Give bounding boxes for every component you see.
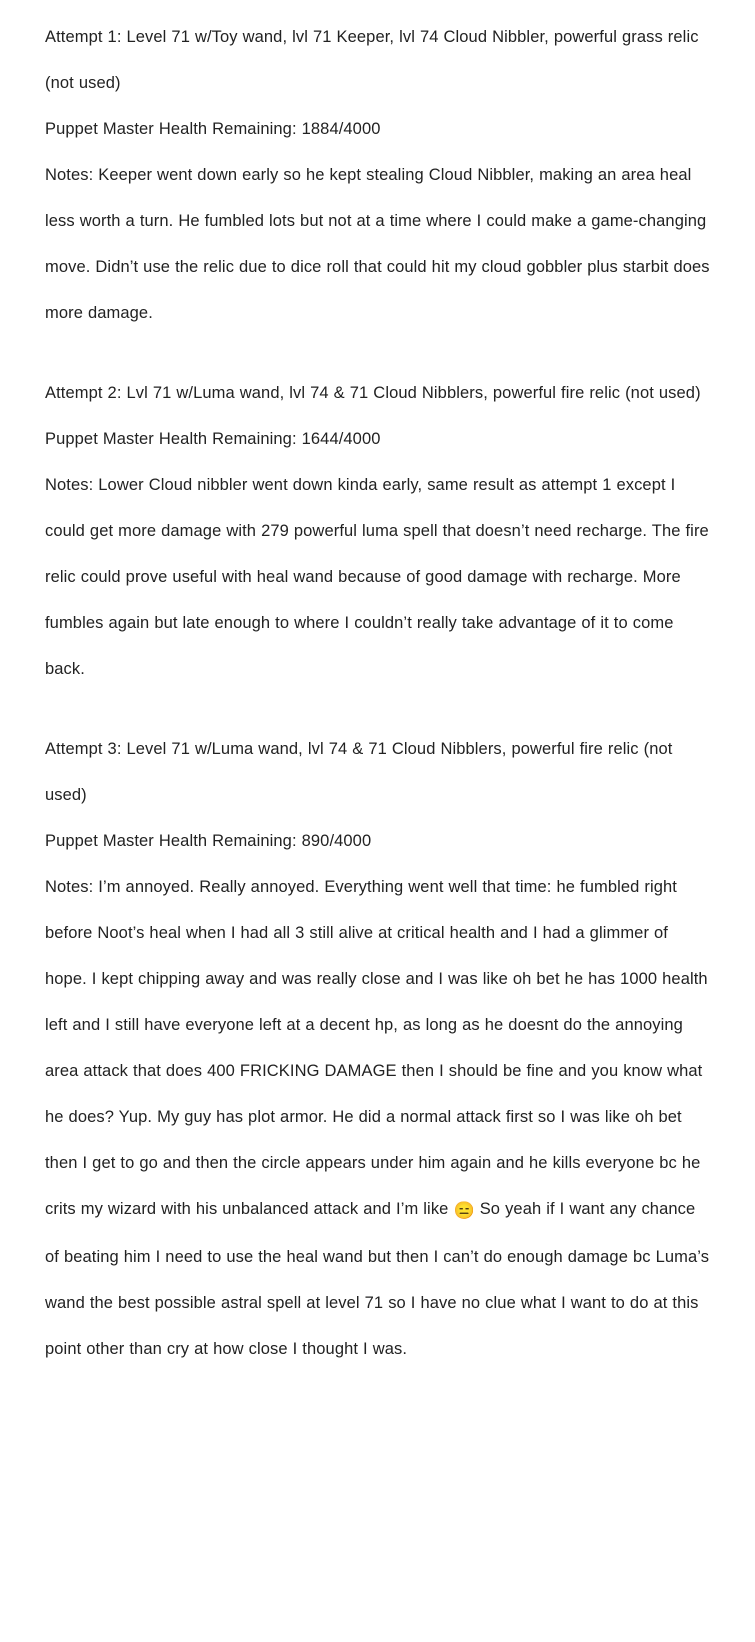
attempt-2-notes: Notes: Lower Cloud nibbler went down kinda early, same result as attempt 1 except I could get more damage with 279 powerful luma spell that doesn’t need recharge. The fire relic could prove useful with heal wand because of good damage with recharge. More fumbles again but late enough to where I couldn’t really take advantage of it to come back.: [45, 476, 709, 678]
attempt-2-block: [45, 370, 710, 692]
attempt-1-block: [45, 14, 710, 336]
attempt-3-health: Puppet Master Health Remaining: 890/4000: [45, 832, 372, 850]
attempt-1-header: Attempt 1: Level 71 w/Toy wand, lvl 71 Keeper, lvl 74 Cloud Nibbler, powerful grass relic (not used): [45, 28, 699, 92]
attempt-3-header: Attempt 3: Level 71 w/Luma wand, lvl 74 & 71 Cloud Nibblers, powerful fire relic (not used): [45, 740, 673, 804]
attempt-2-header: Attempt 2: Lvl 71 w/Luma wand, lvl 74 & 71 Cloud Nibblers, powerful fire relic (not used): [45, 384, 701, 402]
attempt-1-health: Puppet Master Health Remaining: 1884/4000: [45, 120, 381, 138]
neutral-face-emoji-icon: 😑: [453, 1201, 475, 1220]
attempt-2-health: Puppet Master Health Remaining: 1644/4000: [45, 430, 381, 448]
attempt-3-notes: [45, 864, 710, 1372]
attempt-3-notes-part1: Notes: I’m annoyed. Really annoyed. Everything went well that time: he fumbled right before Noot’s heal when I had all 3 still alive at critical health and I had a glimmer of hope. I kept chipping away and was really close and I was like oh bet he has 1000 health left and I still have everyone left at a decent hp, as long as he doesnt do the annoying area attack that does 400 FRICKING DAMAGE then I should be fine and you know what he does? Yup. My guy has plot armor. He did a normal attack first so I was like oh bet then I get to go and then the circle appears under him again and he kills everyone bc he crits my wizard with his unbalanced attack and I’m like: [45, 878, 708, 1218]
attempt-3-block: [45, 726, 710, 1372]
attempt-1-notes: Notes: Keeper went down early so he kept stealing Cloud Nibbler, making an area heal less worth a turn. He fumbled lots but not at a time where I could make a game-changing move. Didn’t use the relic due to dice roll that could hit my cloud gobbler plus starbit does more damage.: [45, 166, 710, 322]
attempt-3-notes-part2: So yeah if I want any chance of beating him I need to use the heal wand but then I can’t do enough damage bc Luma’s wand the best possible astral spell at level 71 so I have no clue what I want to do at this point other than cry at how close I thought I was.: [45, 1200, 710, 1358]
